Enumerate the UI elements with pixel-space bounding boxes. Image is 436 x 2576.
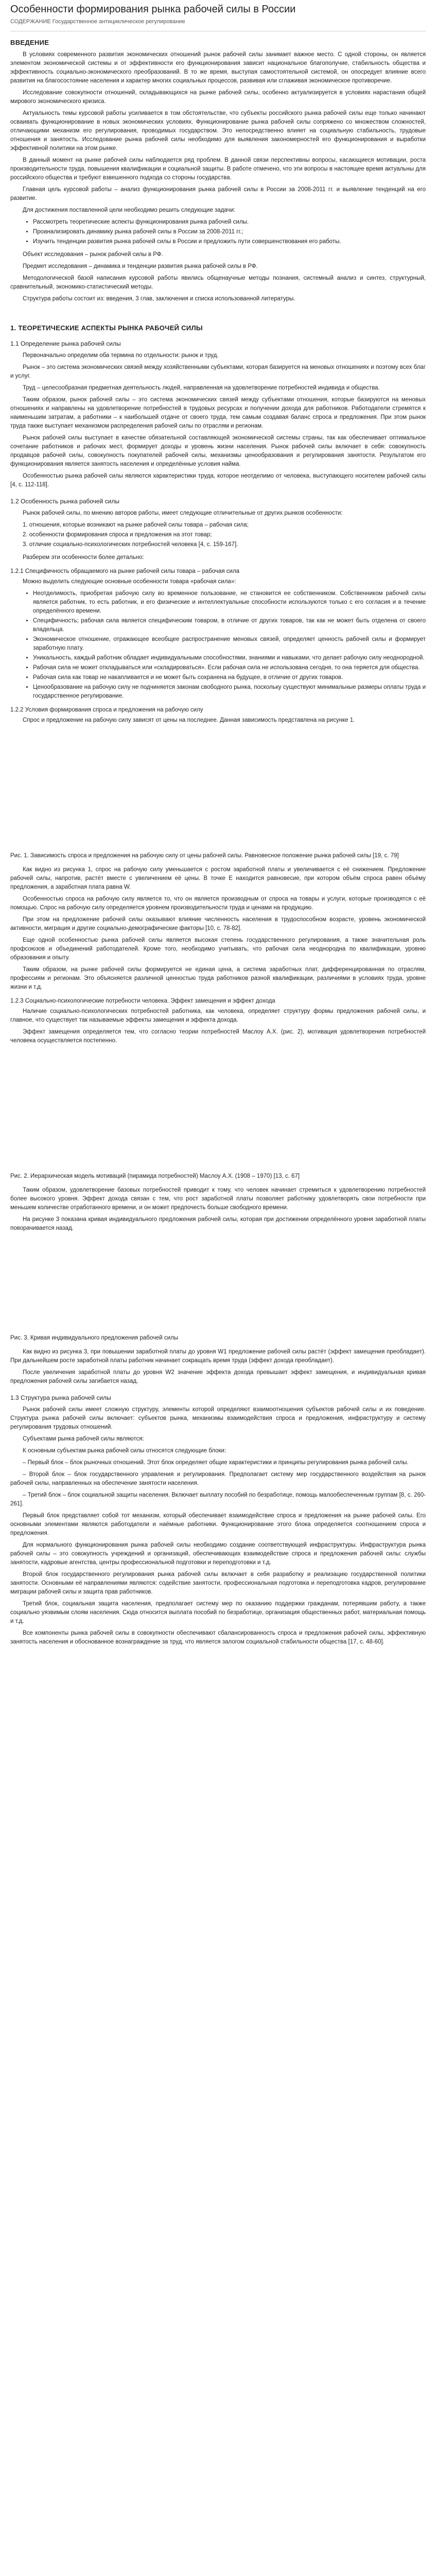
paragraph: В данный момент на рынке рабочей силы наблюдается ряд проблем. В данной связи перспективны вопросы, касающиеся мотивации, роста производительности труда, повышения квалификации и социальной защиты. В работе отмечено, что эти вопросы в настоящее время актуальны для российского общества и требуют взвешенного подхода со стороны государства. [10, 157, 426, 181]
chapter-heading: 1. ТЕОРЕТИЧЕСКИЕ АСПЕКТЫ РЫНКА РАБОЧЕЙ СИЛЫ [10, 324, 203, 332]
document-meta: СОДЕРЖАНИЕ Государственное антициклическое регулирование [10, 19, 185, 25]
paragraph: Для достижения поставленной цели необходимо решить следующие задачи: [23, 207, 236, 213]
figure-caption: Рис. 2. Иерархическая модель мотиваций (пирамида потребностей) Маслоу А.Х. (1908 – 1970) [13, с. 67] [10, 1173, 300, 1179]
feature-list [10, 521, 426, 549]
paragraph: В условиях современного развития экономических отношений рынок рабочей силы занимает важное место. С одной стороны, он является элементом экономической системы и от эффективности его функционирования зависит национальное благополучие, стабильность общества и эффективность социально-экономического преобразований. В то же время, выступая самостоятельной системой, он опосредует влияние всего развития на благосостояние населения и характер многих социальных процессов, развивая или сглаживая экономическое противоречие. [10, 52, 426, 84]
figure-caption: Рис. 1. Зависимость спроса и предложения на рабочую силу от цены рабочей силы. Равновесное положение рынка рабочей силы [19, с. 79] [10, 853, 399, 859]
paragraph: Эффект замещения определяется тем, что согласно теории потребностей Маслоу А.Х. (рис. 2), мотивация удовлетворения потребностей человека осуществляется постепенно. [10, 1029, 426, 1044]
paragraph: К основным субъектам рынка рабочей силы относятся следующие блоки: [23, 1448, 226, 1454]
list-item: • Рабочая сила не может откладываться или «складироваться». Если рабочая сила не использована сегодня, то она теряется для общества. [33, 664, 426, 672]
paragraph: Исследование совокупности отношений, складывающихся на рынке рабочей силы, особенно актуализируется в условиях нарастания общей мирового экономического кризиса. [10, 90, 426, 105]
task-list [10, 218, 426, 246]
paragraph: Второй блок государственного регулирования рынка рабочей силы включает в себя разработку и реализацию государственной политики занятости. Основными её направлениями являются: содействие занятости, профессиональная подготовка и переподготовка кадров, регулирование миграции рабочей силы и защита прав работников. [10, 1571, 426, 1595]
paragraph: При этом на предложение рабочей силы оказывают влияние численность населения в трудоспособном возрасте, уровень экономической активности, миграция и другие социально-демографические факторы [10, с. 78-82]. [10, 917, 426, 931]
paragraph: Еще одной особенностью рынка рабочей силы является высокая степень государственного регулирования, а также значительная роль профсоюзов и объединений работодателей. Кроме того, необходимо учитывать, что рабочая сила неоднородна по квалификации, уровню образования и опыту. [10, 937, 426, 961]
list-item: • Рассмотреть теоретические аспекты функционирования рынка рабочей силы. [33, 218, 426, 227]
figure-caption: Рис. 3. Кривая индивидуального предложения рабочей силы [10, 1335, 179, 1341]
paragraph: Главная цель курсовой работы – анализ функционирования рынка рабочей силы в России за 2008-2011 гг. и выявление тенденций на его развитие. [10, 187, 426, 201]
list-item: • Специфичность; рабочая сила является специфическим товаром, в отличие от других товаров, так как не может быть отделена от своего владельца. [33, 617, 426, 634]
subsection-heading: 1.2.1 Специфичность обращаемого на рынке рабочей силы товара – рабочая сила [10, 568, 240, 574]
paragraph: Субъектами рынка рабочей силы являются: [23, 1436, 144, 1442]
paragraph: После увеличения заработной платы до уровня W2 значение эффекта дохода превышает эффект замещения, и индивидуальная кривая предложения рабочей силы загибается назад. [10, 1369, 426, 1384]
paragraph: Предмет исследования – динамика и тенденции развития рынка рабочей силы в РФ. [23, 263, 258, 269]
list-item: • Проанализировать динамику рынка рабочей силы в России за 2008-2011 гг.; [33, 228, 426, 236]
paragraph: Особенностью спроса на рабочую силу является то, что он является производным от спроса на товары и услуги, которые производятся с её помощью. Спрос на рабочую силу определяется уровнем производительности труда и ценами на продукцию. [10, 896, 426, 911]
list-item: 3. отличие социально-психологических потребностей человека [4, с. 159-167]. [23, 541, 238, 548]
paragraph: Разберем эти особенности более детально: [23, 554, 144, 561]
list-item: • Экономическое отношение, отражающее всеобщее распространение меновых связей, определяет ценность рабочей силы и формирует заработную плату. [33, 635, 426, 653]
section-heading: 1.3 Структура рынка рабочей силы [10, 1394, 111, 1401]
paragraph: Таким образом, на рынке рабочей силы формируется не единая цена, а система заработных плат, дифференцированная по отраслям, профессиям и регионам. Это объясняется различной ценностью труда работников разной квалификации, различиями в условиях труда, уровне жизни и т.д. [10, 967, 426, 990]
paragraph: Первоначально определим оба термина по отдельности: рынок и труд. [23, 352, 219, 359]
intro-heading: ВВЕДЕНИЕ [10, 39, 49, 46]
paragraph: Наличие социально-психологических потребностей работника, как человека, определяет структуру формы предложения рабочей силы, и главное, что существует так называемые эффекты замещения и эффекта дохода. [10, 1008, 426, 1023]
list-item: 1. отношения, которые возникают на рынке рабочей силы товара – рабочая сила; [23, 522, 249, 528]
paragraph: Можно выделить следующие основные особенности товара «рабочая сила»: [23, 579, 236, 585]
list-item: • Ценообразование на рабочую силу не подчиняется законам свободного рынка, поскольку существуют минимальные размеры оплаты труда и государственное регулирование. [33, 683, 426, 701]
list-item: • Изучить тенденции развития рынка рабочей силы в России и предложить пути совершенствования его работы. [33, 238, 426, 246]
figure-placeholder [10, 1237, 426, 1330]
paragraph: Рынок рабочей силы имеет сложную структуру, элементы которой определяют взаимоотношения субъектов рабочей силы и их поведение. Структура рынка рабочей силы включает: субъектов рынка, механизмы взаимодействия спроса и предложения, инфраструктуру и систему регулирования трудовых отношений. [10, 1406, 426, 1430]
list-item: • Уникальность, каждый работник обладает индивидуальными способностями, знаниями и навыками, что делает рабочую силу неоднородной. [33, 654, 426, 663]
paragraph: Особенностью рынка рабочей силы являются характеристики труда, которое неотделимо от человека, выступающего носителем рабочей силы [4, с. 112-118]. [10, 473, 426, 488]
paragraph: На рисунке 3 показана кривая индивидуального предложения рабочей силы, которая при достижении определённого уровня заработной платы поворачивается назад. [10, 1216, 426, 1231]
paragraph: Рынок – это система экономических связей между хозяйственными субъектами, которая базируется на меновых отношениях и поэтому всех благ и услуг. [10, 364, 426, 379]
list-item: • Рабочая сила как товар не накапливается и не может быть сохранена на будущее, в отличие от других товаров. [33, 673, 426, 682]
paragraph: – Второй блок – блок государственного управления и регулирования. Предполагает систему мер государственного воздействия на рынок рабочей силы, направленных на обеспечение занятости населения. [10, 1471, 426, 1486]
paragraph: Все компоненты рынка рабочей силы в совокупности обеспечивают сбалансированность спроса и предложения рабочей силы, эффективную занятость населения и обоснованное вознаграждение за труд, что является залогом социальной стабильности общества [17, с. 48-60]. [10, 1630, 426, 1645]
page-title: Особенности формирования рынка рабочей силы в России [10, 4, 296, 15]
section-heading: 1.1 Определение рынка рабочей силы [10, 340, 121, 347]
paragraph: Объект исследования – рынок рабочей силы в РФ. [23, 251, 163, 258]
paragraph: Спрос и предложение на рабочую силу зависят от цены на последнее. Данная зависимость представлена на рисунке 1. [23, 717, 355, 723]
section-heading: 1.2 Особенность рынка рабочей силы [10, 498, 119, 505]
document-page [0, 3, 436, 1647]
paragraph: Методологической базой написания курсовой работы явились общенаучные методы познания, системный анализ и синтез, структурный, сравнительный, экономико-статистический методы. [10, 275, 426, 290]
paragraph: Актуальность темы курсовой работы усиливается в том обстоятельстве, что субъекты российского рынка рабочей силы еще только начинают осваивать функционирование в новых экономических условиях. Функционирование рынка рабочей силы сопряжено со множеством сложностей, отличающими механизм его регулирования, проводимых государством. Это непосредственно влияет на социальную стабильность, трудовые отношения и занятость. Исследование рынка рабочей силы необходимо для выявления закономерностей его функционирования и выработки эффективной политики на этом рынке. [10, 110, 426, 151]
paragraph: Рынок рабочей силы выступает в качестве обязательной составляющей экономической системы страны, так как обеспечивает оптимальное сочетание работников и рабочих мест, формирует доходы и уровень жизни населения. Рынок рабочей силы включает в себя: совокупность продавцов рабочей силы, совокупность покупателей рабочей силы, механизмы ценообразования и регулирования занятости. Результатом его функционирования является занятость населения и определённые условия найма. [10, 435, 426, 467]
paragraph: Труд – целесообразная предметная деятельность людей, направленная на удовлетворение потребностей индивида и общества. [23, 385, 380, 391]
paragraph: Третий блок, социальная защита населения, предполагает систему мер по оказанию поддержки гражданам, потерявшим работу, а также социально уязвимым слоям населения. Сюда относится выплата пособий по безработице, организация общественных работ, материальная помощь и т.д. [10, 1601, 426, 1624]
paragraph: – Первый блок – блок рыночных отношений. Этот блок определяет общие характеристики и принципы регулирования рынка рабочей силы. [23, 1460, 409, 1466]
paragraph: Как видно из рисунка 3, при повышении заработной платы до уровня W1 предложение рабочей силы растёт (эффект замещения преобладает). При дальнейшем росте заработной платы работник начинает сокращать время труда (эффект дохода преобладает). [10, 1349, 426, 1364]
paragraph: Таким образом, удовлетворение базовых потребностей приводит к тому, что человек начинает стремиться к удовлетворению потребностей более высокого уровня. Эффект дохода связан с тем, что рост заработной платы позволяет работнику удовлетворять свои потребности при меньшем количестве отработанного времени, и он может предпочесть больше свободного времени. [10, 1187, 426, 1211]
subsection-heading: 1.2.3 Социально-психологические потребности человека. Эффект замещения и эффект дохода [10, 998, 275, 1004]
paragraph: Первый блок представляет собой тот механизм, который обеспечивает взаимодействие спроса и предложения на рынке рабочей силы. Его основными элементами являются работодатели и наёмные работники. Функционирование этого блока определяется соотношением спроса и предложения. [10, 1513, 426, 1536]
paragraph: Для нормального функционирования рынка рабочей силы необходимо создание соответствующей инфраструктуры. Инфраструктура рынка рабочей силы – это совокупность учреждений и организаций, обеспечивающих взаимодействие спроса и предложения рабочей силы: службы занятости, кадровые агентства, центры профессиональной подготовки и переподготовки и т.д. [10, 1542, 426, 1566]
subsection-heading: 1.2.2 Условия формирования спроса и предложения на рабочую силу [10, 707, 203, 713]
list-item: • Неотделимость, приобретая рабочую силу во временное пользование, не становится ее собственником. Собственником рабочей силы является работник, то есть работник, и его физические и интеллектуальные способности используются только с его согласия и в течение определённого времени. [33, 589, 426, 616]
paragraph: Структура работы состоит из: введения, 3 глав, заключения и списка использованной литературы. [23, 296, 295, 302]
paragraph: Рынок рабочей силы, по мнению авторов работы, имеет следующие отличительные от других рынков особенности: [23, 510, 343, 516]
paragraph: Как видно из рисунка 1, спрос на рабочую силу уменьшается с ростом заработной платы и увеличивается с её снижением. Предложение рабочей силы, напротив, растёт вместе с увеличением её цены. В точке E находится равновесие, при котором объём спроса равен объёму предложения, а заработная плата равна W. [10, 867, 426, 890]
paragraph: – Третий блок – блок социальной защиты населения. Включает выплату пособий по безработице, помощь малообеспеченным группам [8, с. 260-261]. [10, 1492, 426, 1507]
list-item: 2. особенности формирования спроса и предложения на этот товар; [23, 532, 212, 538]
figure-placeholder [10, 1049, 426, 1168]
feature-list [10, 589, 426, 701]
paragraph: Таким образом, рынок рабочей силы – это система экономических связей между субъектами отношения, которые базируются на меновых отношениях и направлены на удовлетворение потребностей в трудовых ресурсах и получении дохода для работников. Работодатели стремятся к наименьшим затратам, а работники – к наибольшей отдаче от своего труда, тем самым создавая баланс спроса и предложения. При этом рынок труда также выступает механизмом распределения рабочей силы по отраслям и регионам. [10, 397, 426, 429]
figure-placeholder [10, 729, 426, 848]
